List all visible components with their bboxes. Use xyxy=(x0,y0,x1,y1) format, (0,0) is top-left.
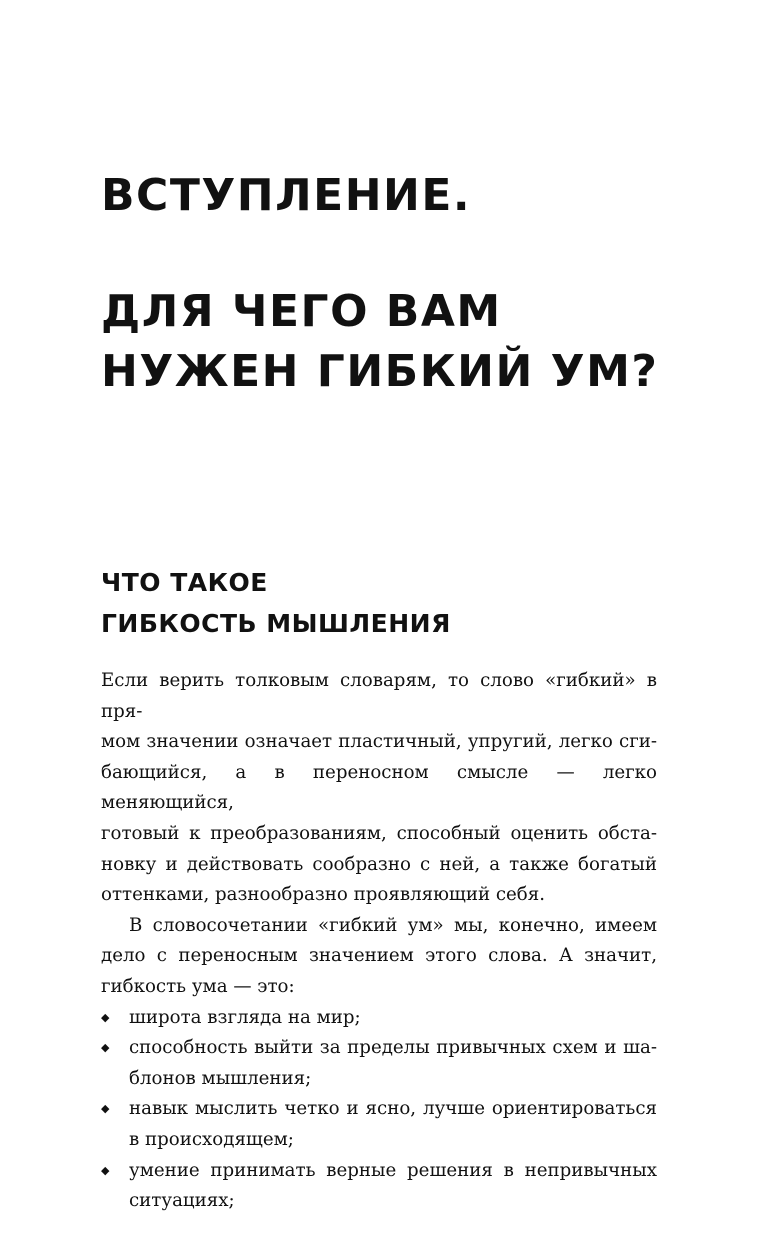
section-heading-line: ЧТО ТАКОЕ xyxy=(101,568,268,597)
list-item xyxy=(101,1003,657,1034)
chapter-title-line: НУЖЕН ГИБКИЙ УМ? xyxy=(101,346,659,397)
text-line: бающийся, а в переносном смысле — легко меняющийся, xyxy=(101,761,657,814)
text-line: новку и действовать сообразно с ней, а также богатый xyxy=(101,853,657,875)
text-line: В словосочетании «гибкий ум» мы, конечно, имеем xyxy=(129,914,657,936)
text-line: ситуациях; xyxy=(129,1190,235,1212)
chapter-title xyxy=(101,166,721,402)
text-line: готовый к преобразованиям, способный оценить обста- xyxy=(101,822,657,844)
list-item xyxy=(101,1033,657,1094)
list-item xyxy=(101,1156,657,1217)
list-item xyxy=(101,1094,657,1155)
text-line: навык мыслить четко и ясно, лучше ориентироваться xyxy=(129,1098,657,1120)
diamond-bullet-icon: ◆ xyxy=(101,1163,110,1177)
bullet-list xyxy=(101,1003,657,1217)
body-text xyxy=(101,666,657,1217)
text-line: в происходящем; xyxy=(129,1128,294,1150)
text-line: умение принимать верные решения в непривычных xyxy=(129,1159,657,1181)
text-line: блонов мышления; xyxy=(129,1067,312,1089)
text-line: широта взгляда на мир; xyxy=(129,1006,361,1028)
paragraph xyxy=(101,666,657,911)
chapter-title-line: ВСТУПЛЕНИЕ. xyxy=(101,170,472,221)
section-heading-line: ГИБКОСТЬ МЫШЛЕНИЯ xyxy=(101,609,451,638)
diamond-bullet-icon: ◆ xyxy=(101,1102,110,1116)
text-line: способность выйти за пределы привычных схем и ша- xyxy=(129,1037,657,1059)
text-line: гибкость ума — это: xyxy=(101,975,295,997)
diamond-bullet-icon: ◆ xyxy=(101,1010,110,1024)
section-heading xyxy=(101,562,701,644)
chapter-title-spacer xyxy=(101,226,721,282)
chapter-title-line: ДЛЯ ЧЕГО ВАМ xyxy=(101,286,502,337)
text-line: дело с переносным значением этого слова. А значит, xyxy=(101,945,657,967)
diamond-bullet-icon: ◆ xyxy=(101,1041,110,1055)
text-line: оттенками, разнообразно проявляющий себя. xyxy=(101,884,546,906)
text-line: мом значении означает пластичный, упругий, легко сги- xyxy=(101,731,657,753)
paragraph xyxy=(101,911,657,1003)
text-line: Если верить толковым словарям, то слово «гибкий» в пря- xyxy=(101,670,657,722)
